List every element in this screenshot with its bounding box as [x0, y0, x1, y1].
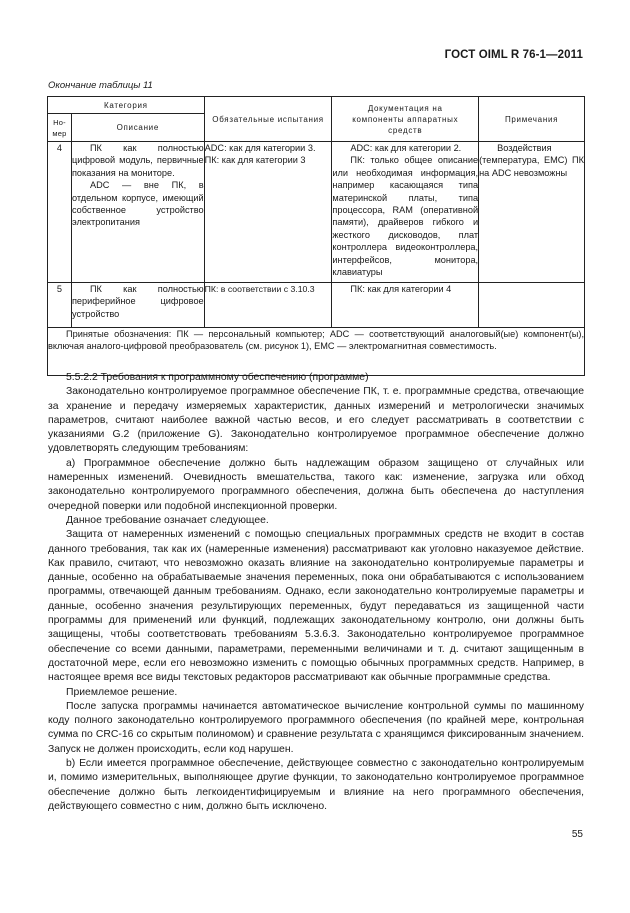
- row-docs: [332, 283, 479, 328]
- standard-header: ГОСТ OIML R 76-1—2011: [444, 49, 583, 61]
- docs-line: ADC: как для категории 2.: [350, 143, 462, 153]
- row-number: 5: [48, 283, 72, 328]
- section-heading: 5.5.2.2 Требования к программному обеспечению (программе): [66, 372, 369, 383]
- notes-line: Воздействия (температура, EMC) ПК на ADC невозможны: [479, 143, 584, 178]
- footnote-text: Принятые обозначения: ПК — персональный компьютер; ADC — соответствующий аналоговый(ые) компонент(ы), включая аналого-цифровой преобразователь (см. рисунок 1), EMC — электромагнитная совместимость.: [48, 329, 584, 352]
- header-tests: Обязательные испытания: [204, 97, 332, 142]
- paragraph: Данное требование означает следующее.: [66, 514, 269, 526]
- docs-line: ПК: как для категории 4: [350, 284, 452, 294]
- paragraph: Законодательно контролируемое программное обеспечение ПК, т. е. программные средства, отвечающие за хранение и передачу измеряемых характеристик, данных измерений и метрологически значимых параметров, считают наиболее важной частью весов, и его следует рассматривать в соответствии с указаниями G.2 (приложение G). Законодательно контролируемое программное обеспечение должно удовлетворять следующим требованиям:: [48, 386, 584, 455]
- tests-line: ПК: как для категории 3: [204, 155, 306, 166]
- row-description: [71, 283, 204, 328]
- paragraph: b) Если имеется программное обеспечение, действующее совместно с законодательно контролируемым и, помимо измерительных, выполняющее другие функции, то законодательно контролируемое программное обеспечение должно быть легкоидентифицируемым и влияние на него программного обеспечения, действующего совместно с ним, должно быть исключено.: [48, 758, 584, 812]
- row-docs: [332, 142, 479, 283]
- header-description: Описание: [71, 114, 204, 142]
- description-line: ПК как полностью цифровой модуль, первичные показания на мониторе.: [71, 143, 204, 178]
- row-number: 4: [48, 142, 72, 283]
- paragraph: После запуска программы начинается автоматическое вычисление контрольной суммы по машинному коду полного законодательно контролируемого программного обеспечения (по крайней мере, контрольная сумма по CRC-16 со скрытым полиномом) и сравнение результата с хранящимся фиксированным значением. Запуск не должен происходить, если код нарушен.: [48, 700, 584, 755]
- row-description: [71, 142, 204, 283]
- table-footnote: [48, 328, 585, 376]
- docs-line: ПК: только общее описание или необходимая информация, например касающаяся типа материнской платы, типа процессора, RAM (оперативной памяти), драйверов гибкого и жесткого дисководов, плат контроллера видеоконтроллера, интерфейсов, монитора, клавиатуры: [332, 155, 479, 278]
- row-tests: [204, 142, 332, 283]
- description-line: ADC — вне ПК, в отдельном корпусе, имеющий собственное устройство электропитания: [71, 180, 204, 228]
- tests-line: ПК: в соответствии с 3.10.3: [204, 284, 315, 294]
- paragraph: Приемлемое решение.: [66, 686, 178, 698]
- row-notes: [479, 142, 585, 283]
- description-line: ПК как полностью периферийное цифровое устройство: [71, 284, 204, 319]
- main-text: [48, 371, 584, 814]
- table-11: [47, 96, 585, 376]
- row-tests: [204, 283, 332, 328]
- paragraph: Защита от намеренных изменений с помощью специальных программных средств не входит в состав данного требования, так как их (намеренные изменения) рассматривают как уголовно наказуемое действие. Как правило, считают, что невозможно оказать влияние на законодательно контролируемые параметры и данные, особенно на обрабатываемые значения переменных, пока они обрабатываются с использованием программы, отвечающей данным требованиям. Однако, если законодательно контролируемые параметры и данные, особенно значения результирующих переменных, будут передаваться из защищенной части программы для применений или функций, подлежащих законодательному контролю, они должны быть защищены, чтобы соответствовать требованиям 5.3.6.3. Законодательно контролируемое программное обеспечение со всеми данными, параметрами, переменными величинами и т. д. считают защищенным в достаточной мере, если его невозможно изменить с помощью обычных программных средств. Например, в настоящее время все виды текстовых редакторов рассматривают как обычные программные средства.: [48, 529, 584, 684]
- paragraph: а) Программное обеспечение должно быть надлежащим образом защищено от случайных или намеренных изменений. Очевидность вмешательства, такого как: изменение, загрузка или обход законодательно контролируемого программного обеспечения, должна быть обеспечена до наступления очередной поверки или подобной инспекционной проверки.: [48, 457, 584, 512]
- row-notes: [479, 283, 585, 328]
- table-row: [48, 142, 585, 283]
- page-number: 55: [571, 829, 583, 840]
- table-row: [48, 283, 585, 328]
- tests-line: ADC: как для категории 3.: [204, 143, 316, 153]
- header-number: Но-мер: [48, 114, 72, 142]
- table-footnote-row: [48, 328, 585, 376]
- header-category: Категория: [48, 97, 205, 114]
- table-caption: Окончание таблицы 11: [48, 80, 153, 91]
- header-notes: Примечания: [479, 97, 585, 142]
- header-docs: Документация на компоненты аппаратных средств: [332, 97, 479, 142]
